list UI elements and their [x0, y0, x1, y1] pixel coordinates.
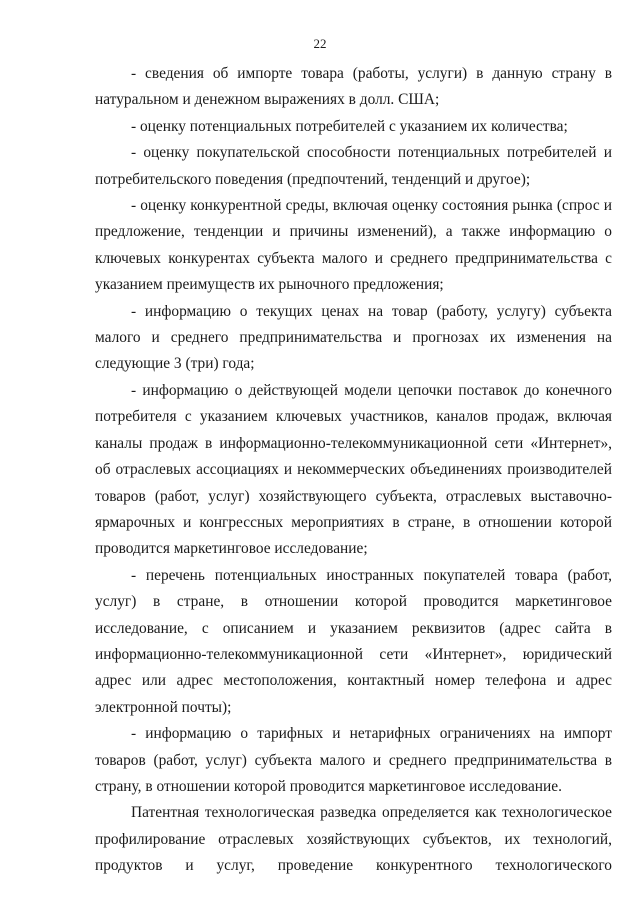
paragraph-supply-chain: - информацию о действующей модели цепочки поставок до конечного потребителя с указанием ключевых участников, каналов продаж, включая каналы продаж в информационно-телекоммуникационной сети «Интернет», об отраслевых ассоциациях и некоммерческих объединениях производителей товаров (работ, услуг) хозяйствующего субъекта, отраслевых выставочно-ярмарочных и конгрессных мероприятиях в стране, в отношении которой проводится маркетинговое исследование; [95, 381, 612, 558]
paragraph-current-prices: - информацию о текущих ценах на товар (работу, услугу) субъекта малого и среднего предпринимательства и прогнозах их изменения на следующие 3 (три) года; [95, 302, 612, 373]
paragraph-import-restrictions: - информацию о тарифных и нетарифных ограничениях на импорт товаров (работ, услуг) субъекта малого и среднего предпринимательства в страну, в отношении которой проводится маркетинговое исследование. [95, 725, 612, 795]
paragraph-foreign-buyers: - перечень потенциальных иностранных покупателей товара (работ, услуг) в стране, в отношении которой проводится маркетинговое исследование, с описанием и указанием реквизитов (адрес сайта в информационно-телекоммуникационной сети «Интернет», юридический адрес или адрес местоположения, контактный номер телефона и адрес электронной почты); [95, 566, 612, 716]
document-body [95, 61, 612, 880]
paragraph-import-info: - сведения об импорте товара (работы, услуги) в данную страну в натуральном и денежном выражениях в долл. США; [95, 65, 612, 109]
paragraph-competitive-environment: - оценку конкурентной среды, включая оценку состояния рынка (спрос и предложение, тенденции и причины изменений), а также информацию о ключевых конкурентах субъекта малого и среднего предпринимательства с указанием преимуществ их рыночного предложения; [95, 197, 612, 294]
paragraph-purchasing-power: - оценку покупательской способности потенциальных потребителей и потребительского поведения (предпочтений, тенденций и другое); [95, 144, 612, 188]
paragraph-potential-consumers: - оценку потенциальных потребителей с указанием их количества; [131, 117, 568, 135]
page-number: 22 [313, 36, 327, 51]
paragraph-patent-intelligence: Патентная технологическая разведка определяется как технологическое профилирование отраслевых хозяйствующих субъектов, их технологий, продуктов и услуг, проведение конкурентного технологического [95, 804, 612, 875]
